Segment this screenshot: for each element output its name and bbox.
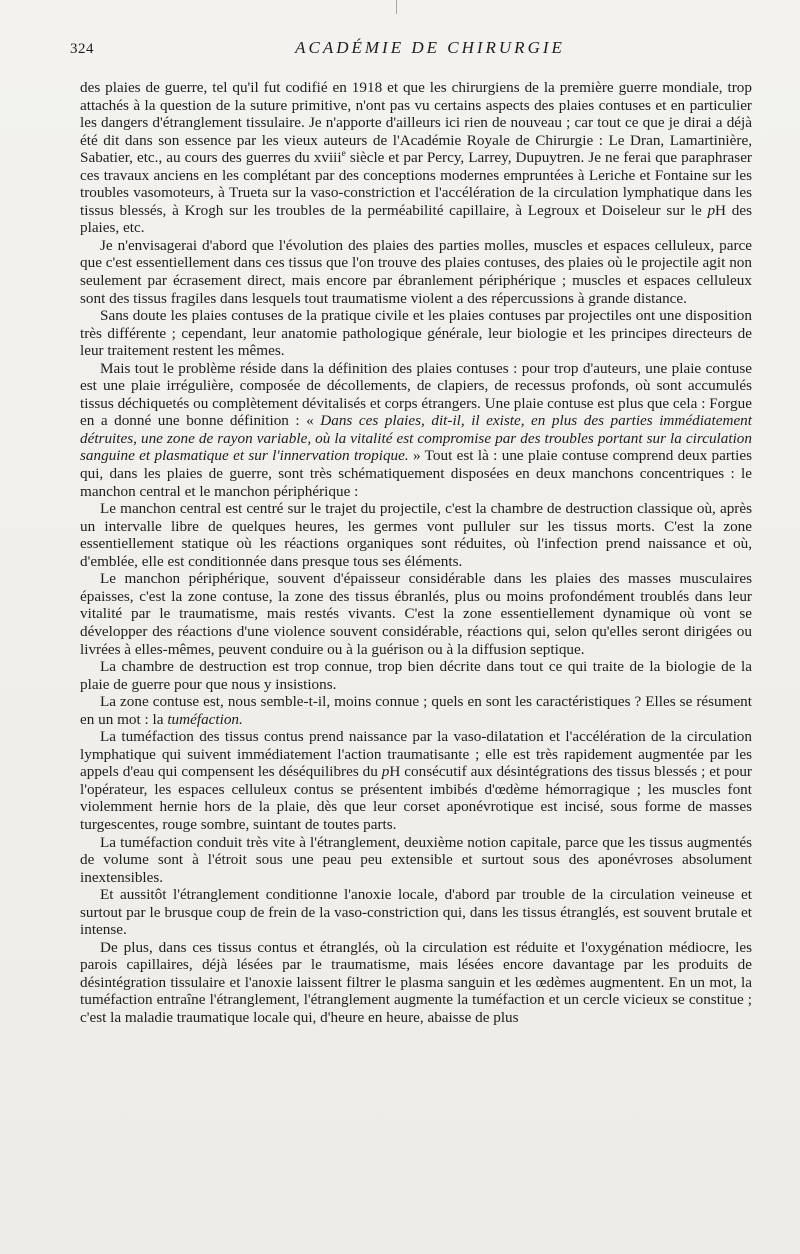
paragraph-p6	[80, 570, 752, 658]
text-run: H des plaies, etc.	[80, 201, 752, 237]
text-run: Sans doute les plaies contuses de la pratique civile et les plaies contuses par projectiles ont une disposition très différente ; cependant, leur anatomie pathologique générale, leur biologie et les principes directeurs de leur traitement restent les mêmes.	[80, 307, 752, 360]
paragraph-p12	[80, 939, 752, 1027]
page-header	[70, 38, 752, 60]
paragraph-p4	[80, 360, 752, 500]
text-run: Et aussitôt l'étranglement conditionne l'anoxie locale, d'abord par trouble de la circulation veineuse et surtout par le brusque coup de frein de la vaso-constriction qui, dans les tissus étranglés, est souvent brutale et intense.	[80, 886, 752, 939]
italic-text: tuméfaction.	[167, 710, 243, 728]
paragraph-p7	[80, 658, 752, 693]
text-run: Mais tout le problème réside dans la définition des plaies contuses : pour trop d'auteurs, une plaie contuse est une plaie irrégulière, composée de décollements, de clapiers, de recessus profonds, où sont accumulés tissus déchiquetés ou complètement dévitalisés et corps étrangers. Une plaie contuse est plus que cela : Forgue en a donné une bonne définition : «	[80, 359, 752, 430]
superscript-text: e	[341, 149, 346, 160]
paragraph-p11	[80, 886, 752, 939]
text-run: La tuméfaction conduit très vite à l'étranglement, deuxième notion capitale, parce que les tissus augmentés de volume sont à l'étroit sous une peau peu extensible et surtout sous des aponévroses absolument inextensibles.	[80, 833, 752, 886]
body-text	[80, 79, 752, 1027]
italic-text: p	[707, 201, 716, 219]
page-number: 324	[70, 41, 94, 57]
paragraph-p10	[80, 834, 752, 887]
text-run: La zone contuse est, nous semble-t-il, moins connue ; quels en sont les caractéristiques ? Elles se résument en un mot : la	[80, 693, 752, 728]
running-head: ACADÉMIE DE CHIRURGIE	[295, 38, 565, 57]
scan-margin-mark	[396, 0, 397, 14]
paragraph-p5	[80, 500, 752, 570]
text-run: La chambre de destruction est trop connue, trop bien décrite dans tout ce qui traite de la biologie de la plaie de guerre pour que nous y insistions.	[80, 658, 752, 693]
text-run: La tuméfaction des tissus contus prend naissance par la vaso-dilatation et l'accélération de la circulation lymphatique qui suivent immédiatement l'action traumatisante ; elle est très rapidement augmentée par les appels d'eau qui compensent les déséquilibres du	[80, 728, 752, 781]
italic-text: p	[381, 763, 390, 781]
paragraph-p9	[80, 728, 752, 833]
text-run: des plaies de guerre, tel qu'il fut codifié en 1918 et que les chirurgiens de la première guerre mondiale, trop attachés à la question de la suture primitive, n'ont pas vu certains aspects des plaies contuses et en particulier les dangers d'étranglement tissulaire. Je n'apporte d'ailleurs ici rien de nouveau ; car tout ce que je dirai a déjà été dit dans son essence par les vieux auteurs de l'Académie Royale de Chirurgie : Le Dran, Lamartinière, Sabatier, etc., au cours des guerres du xviii	[80, 79, 752, 167]
italic-text: Dans ces plaies, dit-il, il existe, en plus des parties immédiatement détruites, une zone de rayon variable, où la vitalité est compromise par des troubles portant sur la circulation sanguine et plasmatique et sur l'innervation tropique.	[80, 412, 752, 465]
text-run: H consécutif aux désintégrations des tissus blessés ; et pour l'opérateur, les espaces celluleux contus se présentent imbibés d'œdème hémorragique ; les muscles font violemment hernie hors de la plaie, dès que leur corset aponévrotique est incisé, sous forme de masses turgescentes, rouge sombre, suintant de toutes parts.	[80, 763, 752, 833]
paragraph-p8	[80, 693, 752, 728]
text-run: Le manchon central est centré sur le trajet du projectile, c'est la chambre de destruction classique où, après un intervalle libre de quelques heures, les germes vont pulluler sur les tissus morts. C'est la zone essentiellement statique où les réactions organiques sont réduites, où l'infection prend naissance et où, d'emblée, elle est conditionnée dans presque tous ses éléments.	[80, 500, 752, 570]
text-run: siècle et par Percy, Larrey, Dupuytren. Je ne ferai que paraphraser ces travaux anciens en les complétant par des conceptions modernes empruntées à Leriche et Fontaine sur les troubles vasomoteurs, à Trueta sur la vaso-constriction et l'accélération de la circulation lymphatique dans les tissus blessés, à Krogh sur les troubles de la perméabilité capillaire, à Legroux et Doiseleur sur le	[80, 149, 752, 219]
paragraph-p2	[80, 237, 752, 307]
text-run: Le manchon périphérique, souvent d'épaisseur considérable dans les plaies des masses musculaires épaisses, c'est la zone contuse, la zone des tissus ébranlés, plus ou moins profondément troublés dans leur vitalité par le traumatisme, mais restés vivants. C'est la zone essentiellement dynamique où vont se développer des réactions d'une violence souvent considérable, réactions qui, selon qu'elles seront dirigées ou livrées à elles-mêmes, peuvent conduire ou à la guérison ou à la diffusion septique.	[80, 570, 752, 658]
paragraph-p3	[80, 307, 752, 360]
text-run: De plus, dans ces tissus contus et étranglés, où la circulation est réduite et l'oxygénation médiocre, les parois capillaires, déjà lésées par le traumatisme, mais lésées encore davantage par les produits de désintégration tissulaire et l'anoxie laissent filtrer le plasma sanguin et les œdèmes augmentent. En un mot, la tuméfaction entraîne l'étranglement, l'étranglement augmente la tuméfaction et un cercle vicieux se constitue ; c'est la maladie traumatique locale qui, d'heure en heure, abaisse de plus	[80, 938, 752, 1026]
text-run: Je n'envisagerai d'abord que l'évolution des plaies des parties molles, muscles et espaces celluleux, parce que c'est essentiellement dans ces tissus que l'on trouve des plaies contuses, des plaies où le projectile agit non seulement par écrasement direct, mais encore par ébranlement périphérique ; muscles et espaces celluleux sont des tissus fragiles dans lesquels tout traumatisme violent a des répercussions à grande distance.	[80, 236, 752, 307]
paragraph-p1	[80, 79, 752, 237]
text-run: » Tout est là : une plaie contuse comprend deux parties qui, dans les plaies de guerre, sont très schématiquement disposées en deux manchons concentriques : le manchon central et le manchon périphérique :	[80, 447, 753, 500]
